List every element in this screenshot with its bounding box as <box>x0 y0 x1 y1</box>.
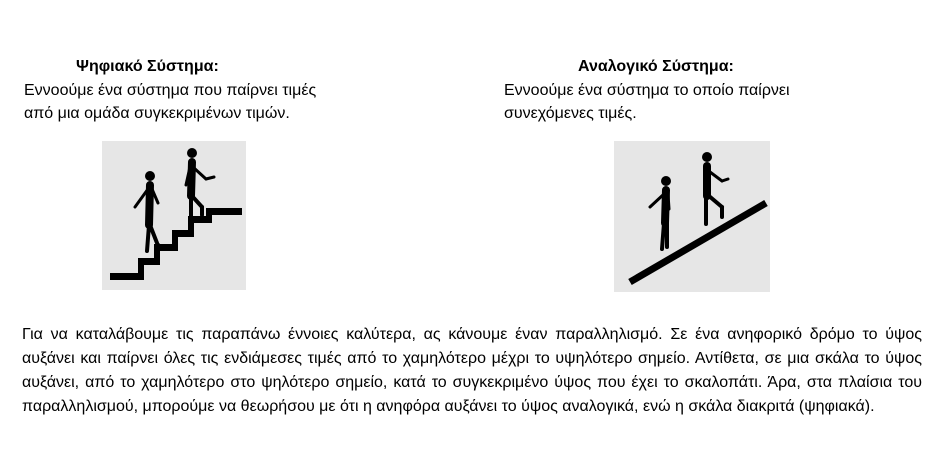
lower-person-figure <box>650 176 671 249</box>
lower-person-figure <box>135 171 159 251</box>
person-climbing-stairs-icon <box>102 141 246 290</box>
analog-system-title: Αναλογικό Σύστημα: <box>578 58 734 75</box>
stairs-pictogram-graphic <box>102 141 246 290</box>
person-walking-ramp-icon <box>614 141 770 292</box>
staircase-shape <box>110 208 242 280</box>
explanation-paragraph: Για να καταλάβουμε τις παραπάνω έννοιες καλύτερα, ας κάνουμε έναν παραλληλισμό. Σε ένα ανηφορικό δρόμο το ύψος αυξάνει και παίρνει όλες τις ενδιάμεσες τιμές από το χαμηλότερο μέχρι το υψηλότερο σημείο. Αντίθετα, σε μια σκάλα το ύψος αυξάνει, από το χαμηλότερο στο ψηλότερο σημείο, κατά το συγκεκριμένο ύψος που έχει το σκαλοπάτι. Άρα, στα πλαίσια του παραλληλισμού, μπορούμε να θεωρήσου με ότι η ανηφόρα αυξάνει το ύψος αναλογικά, ενώ η σκάλα διακριτά (ψηφιακά). <box>22 326 922 415</box>
digital-system-title: Ψηφιακό Σύστημα: <box>76 58 219 75</box>
analog-system-description: Εννοούμε ένα σύστημα το οποίο παίρνει συνεχόμενες τιμές. <box>504 82 790 122</box>
ramp-shape <box>630 203 766 282</box>
upper-person-figure <box>702 152 728 224</box>
ramp-pictogram-graphic <box>614 141 770 292</box>
digital-system-description: Εννοούμε ένα σύστημα που παίρνει τιμές από μια ομάδα συγκεκριμένων τιμών. <box>24 82 317 122</box>
